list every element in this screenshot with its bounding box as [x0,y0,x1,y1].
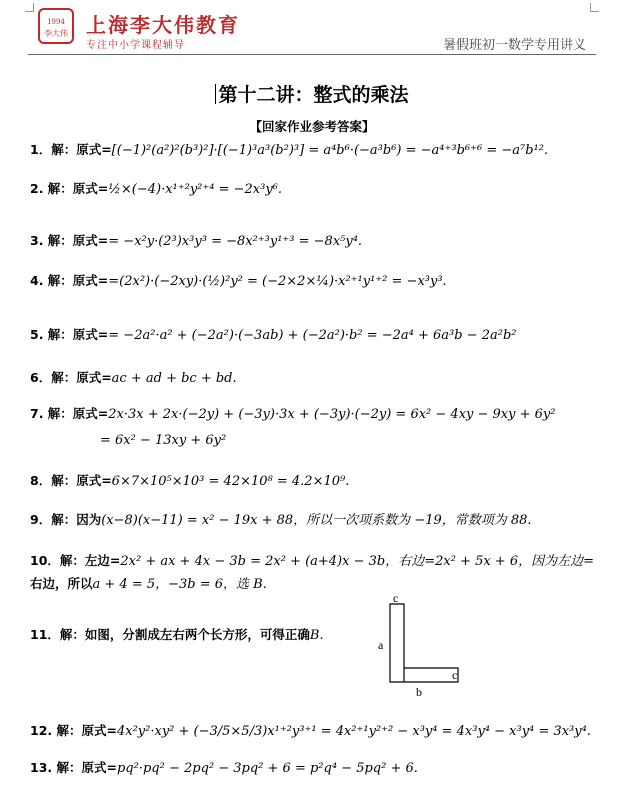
answer-label: 11．解：如图，分割成左右两个长方形，可得正确 [30,627,310,642]
answer-12 [30,722,591,741]
figure-label-right: c [452,668,458,682]
brand-slogan: 专注中小学课程辅导 [86,40,185,51]
answer-expr: 2x·3x + 2x·(−2y) + (−3y)·3x + (−3y)·(−2y) = 6x² − 4xy − 9xy + 6y² [108,407,556,422]
page-title: 第十二讲：整式的乘法 [0,80,624,107]
answer-4 [30,272,447,291]
answer-label: 13. 解：原式= [30,760,117,775]
answer-expr: B. [309,628,324,643]
brand-name: 上海李大伟教育 [86,13,240,37]
answer-10-line-2 [30,575,267,594]
l-shape-figure [372,590,472,700]
answer-3 [30,232,362,251]
answer-label: 1．解：原式= [30,142,112,157]
answer-10 [30,552,594,571]
answer-9 [30,511,532,530]
answer-expr: =(2x²)·(−2xy)·(½)²y² = (−2×2×¼)·x²⁺¹y¹⁺² = −x³y³. [108,274,447,289]
answer-11 [30,626,324,645]
answer-8 [30,472,349,491]
answer-7 [30,405,555,424]
figure-label-left: a [378,638,384,652]
answer-label: 3. 解：原式= [30,233,109,248]
figure-label-top: c [393,591,399,605]
answer-label: 12. 解：原式= [30,723,117,738]
answer-expr: = −2a²·a² + (−2a²)·(−3ab) + (−2a²)·b² = −2a⁴ + 6a³b − 2a²b² [108,328,517,343]
answer-expr: pq²·pq² − 2pq² − 3pq² + 6 = p²q⁴ − 5pq² + 6. [116,761,418,776]
header-course-title: 暑假班初一数学专用讲义 [442,38,586,53]
header-divider [28,54,596,55]
section-subtitle: 【回家作业参考答案】 [249,119,375,134]
answer-7-line-2 [100,431,226,450]
crop-mark-right [590,3,599,12]
answer-13 [30,759,418,778]
answer-label: 4. 解：原式= [30,273,109,288]
answer-label: 6．解：原式= [30,370,112,385]
answer-expr: 6×7×10⁵×10³ = 42×10⁸ = 4.2×10⁹. [111,474,350,489]
logo-name: 李大伟 [44,29,68,38]
answer-6 [30,369,237,388]
answer-expr: 4x²y²·xy² + (−3/5×5/3)x¹⁺²y³⁺¹ = 4x²⁺¹y²⁺² − x³y⁴ = 4x³y⁴ − x³y⁴ = 3x³y⁴. [116,724,591,739]
crop-mark-left [25,3,34,12]
logo-year: 1994 [47,18,65,26]
answer-expr: (x−8)(x−11) = x² − 19x + 88，所以一次项系数为 −19，常数项为 88. [101,513,532,528]
answer-1 [30,141,548,160]
figure-label-bottom: b [416,685,422,699]
answer-expr: 2x² + ax + 4x − 3b = 2x² + (a+4)x − 3b，右边=2x² + 5x + 6，因为左边= [120,554,594,569]
answer-expr: a + 4 = 5，−3b = 6，选 B. [92,577,267,592]
answer-label: 10．解：左边= [30,553,121,568]
answer-label: 9．解：因为 [30,512,102,527]
answer-label: 右边，所以 [30,576,93,591]
answer-label: 5. 解：原式= [30,327,109,342]
answer-label: 8．解：原式= [30,473,112,488]
page-header [0,0,624,58]
answer-5 [30,326,516,345]
answer-expr: ½×(−4)·x¹⁺²y²⁺⁴ = −2x³y⁶. [108,182,283,197]
answer-expr: ac + ad + bc + bd. [111,371,237,386]
answer-expr: = −x²y·(2³)x³y³ = −8x²⁺³y¹⁺³ = −8x⁵y⁴. [108,234,363,249]
answer-2 [30,180,282,199]
answer-expr: = 6x² − 13xy + 6y² [100,433,227,448]
answer-label: 7. 解：原式= [30,406,109,421]
l-shape-diagram [372,590,472,700]
answer-expr: [(−1)²(a²)²(b³)²]·[(−1)³a³(b²)³] = a⁴b⁶·(−a³b⁶) = −a⁴⁺³b⁶⁺⁶ = −a⁷b¹². [111,143,549,158]
logo-icon [38,8,74,44]
answer-label: 2. 解：原式= [30,181,109,196]
